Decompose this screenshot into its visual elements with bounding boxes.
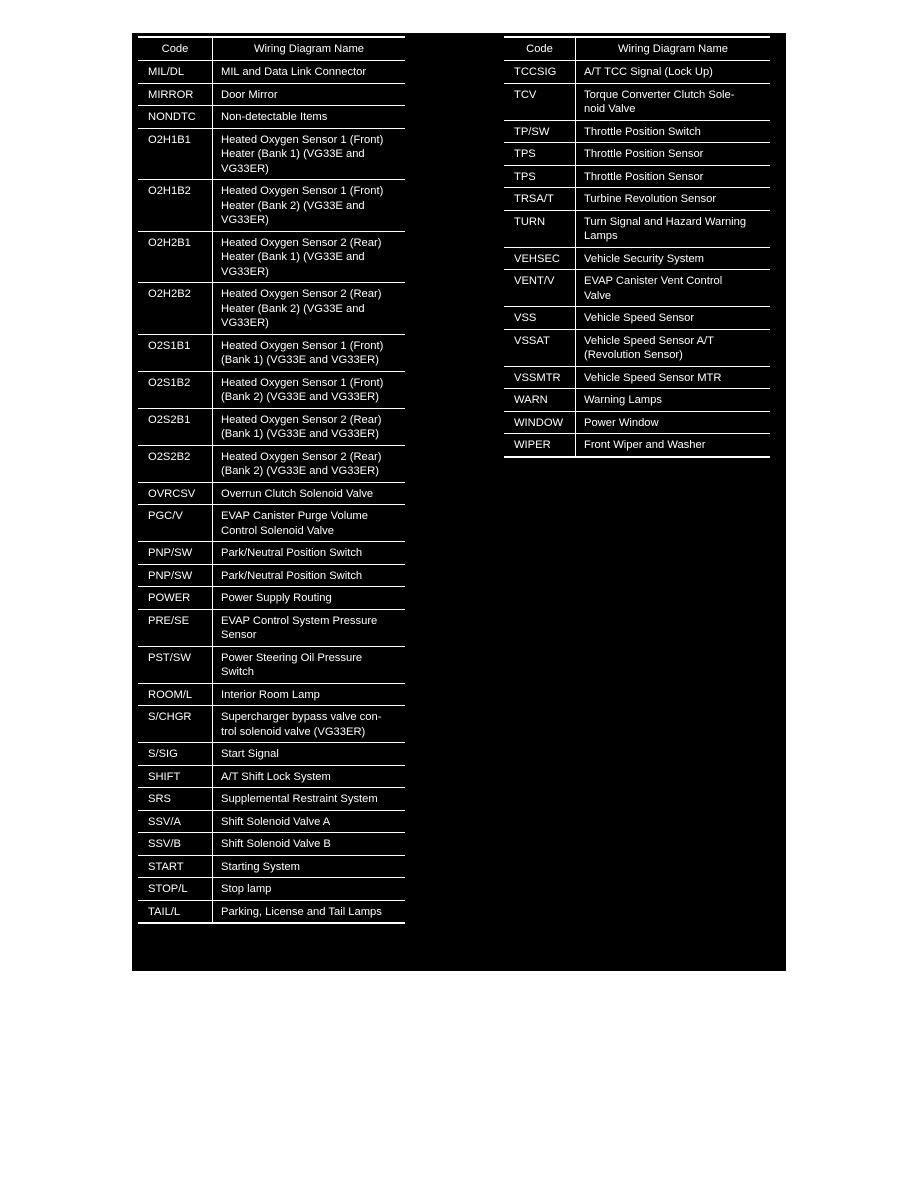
table-row — [504, 166, 770, 189]
table-row — [138, 833, 405, 856]
wiring-diagram-name-cell: Torque Converter Clutch Sole- noid Valve — [584, 88, 735, 115]
wiring-diagram-name-cell: Turbine Revolution Sensor — [584, 193, 717, 205]
code-cell: VSSMTR — [504, 367, 576, 389]
table-row — [138, 335, 405, 372]
table-row — [504, 367, 770, 390]
code-cell: WINDOW — [504, 412, 576, 434]
code-cell: O2S2B2 — [138, 446, 213, 482]
wiring-diagram-name-cell: Heated Oxygen Sensor 2 (Rear) (Bank 2) (VG33E and VG33ER) — [221, 450, 382, 477]
code-cell: TP/SW — [504, 121, 576, 143]
code-cell: O2H1B1 — [138, 129, 213, 180]
code-cell: O2S1B1 — [138, 335, 213, 371]
wiring-diagram-name-cell: A/T Shift Lock System — [221, 770, 331, 783]
table-header — [504, 36, 770, 61]
wiring-diagram-name-cell: Parking, License and Tail Lamps — [221, 905, 382, 918]
wiring-diagram-name-cell: Vehicle Speed Sensor A/T (Revolution Sensor) — [584, 334, 714, 361]
code-cell: VEHSEC — [504, 248, 576, 270]
table-row — [138, 811, 405, 834]
table-row — [504, 143, 770, 166]
code-cell: O2H1B2 — [138, 180, 213, 231]
code-cell: MIL/DL — [138, 61, 213, 83]
table-row — [138, 505, 405, 542]
code-column-header: Code — [504, 38, 576, 60]
wiring-diagram-name-cell: Power Steering Oil Pressure Switch — [221, 651, 363, 678]
code-cell: TCCSIG — [504, 61, 576, 83]
table-row — [138, 766, 405, 789]
table-row — [138, 180, 405, 232]
table-row — [504, 188, 770, 211]
name-column-header: Wiring Diagram Name — [253, 42, 365, 55]
table-row — [138, 129, 405, 181]
table-header — [138, 36, 405, 61]
code-cell: TCV — [504, 84, 576, 120]
table-row — [504, 307, 770, 330]
code-cell: WARN — [504, 389, 576, 411]
table-row — [138, 647, 405, 684]
table-row — [504, 84, 770, 121]
table-row — [138, 743, 405, 766]
table-row — [504, 330, 770, 367]
code-cell: O2S1B2 — [138, 372, 213, 408]
wiring-diagram-name-cell: Heated Oxygen Sensor 1 (Front) (Bank 1) (VG33E and VG33ER) — [221, 339, 384, 366]
table-row — [504, 270, 770, 307]
wiring-table-right — [504, 36, 770, 458]
code-cell: VSSAT — [504, 330, 576, 366]
wiring-diagram-name-cell: A/T TCC Signal (Lock Up) — [584, 66, 713, 78]
table-row — [138, 483, 405, 506]
wiring-diagram-name-cell: Power Window — [584, 416, 659, 429]
wiring-diagram-name-cell: Start Signal — [221, 748, 279, 760]
table-row — [138, 106, 405, 129]
wiring-table-left — [138, 36, 405, 924]
code-cell: MIRROR — [138, 84, 213, 106]
table-row — [138, 706, 405, 743]
wiring-diagram-name-cell: Throttle Position Switch — [584, 125, 701, 138]
code-cell: TPS — [504, 166, 576, 188]
code-cell: PRE/SE — [138, 610, 213, 646]
wiring-diagram-name-cell: EVAP Control System Pressure Sensor — [221, 614, 378, 641]
code-cell: SSV/B — [138, 833, 213, 855]
code-cell: O2H2B2 — [138, 283, 213, 334]
table-row — [138, 901, 405, 925]
wiring-diagram-name-cell: Heated Oxygen Sensor 2 (Rear) (Bank 1) (VG33E and VG33ER) — [221, 413, 382, 440]
code-cell: TRSA/T — [504, 188, 576, 210]
table-row — [138, 684, 405, 707]
table-body — [138, 61, 405, 924]
wiring-diagram-name-cell: Interior Room Lamp — [221, 688, 320, 701]
code-cell: NONDTC — [138, 106, 213, 128]
table-row — [138, 788, 405, 811]
table-row — [138, 610, 405, 647]
wiring-diagram-name-cell: Turn Signal and Hazard Warning Lamps — [584, 215, 747, 242]
table-row — [138, 283, 405, 335]
code-cell: PNP/SW — [138, 542, 213, 564]
table-row — [504, 412, 770, 435]
code-cell: VENT/V — [504, 270, 576, 306]
table-row — [138, 372, 405, 409]
table-row — [504, 121, 770, 144]
wiring-diagram-name-cell: EVAP Canister Purge Volume Control Solenoid Valve — [221, 510, 368, 537]
code-cell: OVRCSV — [138, 483, 213, 505]
table-row — [138, 61, 405, 84]
wiring-diagram-name-cell: Throttle Position Sensor — [584, 170, 704, 183]
table-row — [138, 542, 405, 565]
code-cell: PST/SW — [138, 647, 213, 683]
code-cell: TPS — [504, 143, 576, 165]
code-cell: POWER — [138, 587, 213, 609]
wiring-diagram-name-cell: EVAP Canister Vent Control Valve — [584, 275, 723, 302]
wiring-diagram-name-cell: Heated Oxygen Sensor 1 (Front) Heater (Bank 1) (VG33E and VG33ER) — [221, 133, 384, 175]
wiring-diagram-name-cell: Park/Neutral Position Switch — [221, 547, 363, 559]
wiring-diagram-name-cell: Stop lamp — [221, 883, 272, 895]
wiring-diagram-name-cell: Shift Solenoid Valve B — [221, 838, 331, 850]
table-row — [138, 409, 405, 446]
code-cell: O2H2B1 — [138, 232, 213, 283]
code-cell: TURN — [504, 211, 576, 247]
code-cell: VSS — [504, 307, 576, 329]
code-cell: SSV/A — [138, 811, 213, 833]
code-cell: S/SIG — [138, 743, 213, 765]
table-body — [504, 61, 770, 458]
wiring-diagram-name-cell: Supercharger bypass valve con- trol solenoid valve (VG33ER) — [221, 711, 382, 738]
code-cell: O2S2B1 — [138, 409, 213, 445]
code-cell: ROOM/L — [138, 684, 213, 706]
table-row — [138, 878, 405, 901]
code-cell: SHIFT — [138, 766, 213, 788]
code-column-header: Code — [138, 38, 213, 60]
wiring-diagram-name-cell: Vehicle Speed Sensor MTR — [584, 371, 722, 384]
code-cell: WIPER — [504, 434, 576, 456]
code-cell: STOP/L — [138, 878, 213, 900]
table-row — [138, 856, 405, 879]
wiring-diagram-name-cell: Overrun Clutch Solenoid Valve — [221, 487, 374, 500]
wiring-diagram-name-cell: Park/Neutral Position Switch — [221, 569, 363, 582]
wiring-diagram-name-cell: MIL and Data Link Connector — [221, 66, 367, 78]
wiring-diagram-name-cell: Warning Lamps — [584, 394, 662, 406]
wiring-diagram-name-cell: Supplemental Restraint System — [221, 793, 378, 805]
wiring-diagram-name-cell: Vehicle Speed Sensor — [584, 312, 695, 324]
table-row — [138, 587, 405, 610]
wiring-diagram-name-cell: Door Mirror — [221, 88, 278, 101]
table-row — [138, 565, 405, 588]
code-cell: S/CHGR — [138, 706, 213, 742]
wiring-diagram-name-cell: Front Wiper and Washer — [584, 439, 706, 451]
table-row — [504, 61, 770, 84]
wiring-diagram-name-cell: Heated Oxygen Sensor 2 (Rear) Heater (Bank 1) (VG33E and VG33ER) — [221, 236, 382, 278]
wiring-diagram-name-cell: Heated Oxygen Sensor 2 (Rear) Heater (Bank 2) (VG33E and VG33ER) — [221, 288, 382, 329]
table-row — [138, 84, 405, 107]
table-row — [138, 446, 405, 483]
wiring-diagram-name-cell: Shift Solenoid Valve A — [221, 815, 331, 828]
code-cell: PGC/V — [138, 505, 213, 541]
code-cell: START — [138, 856, 213, 878]
wiring-diagram-name-cell: Power Supply Routing — [221, 592, 332, 604]
wiring-diagram-name-cell: Non-detectable Items — [221, 111, 328, 123]
wiring-diagram-name-cell: Starting System — [221, 860, 300, 873]
wiring-diagram-name-cell: Heated Oxygen Sensor 1 (Front) (Bank 2) (VG33E and VG33ER) — [221, 376, 384, 403]
table-row — [504, 211, 770, 248]
code-cell: TAIL/L — [138, 901, 213, 923]
table-row — [138, 232, 405, 284]
table-row — [504, 389, 770, 412]
name-column-header: Wiring Diagram Name — [617, 42, 729, 55]
wiring-diagram-name-cell: Heated Oxygen Sensor 1 (Front) Heater (Bank 2) (VG33E and VG33ER) — [221, 185, 384, 226]
wiring-diagram-name-cell: Throttle Position Sensor — [584, 148, 704, 160]
code-cell: SRS — [138, 788, 213, 810]
code-cell: PNP/SW — [138, 565, 213, 587]
table-row — [504, 434, 770, 458]
table-row — [504, 248, 770, 271]
wiring-diagram-name-cell: Vehicle Security System — [584, 252, 705, 265]
